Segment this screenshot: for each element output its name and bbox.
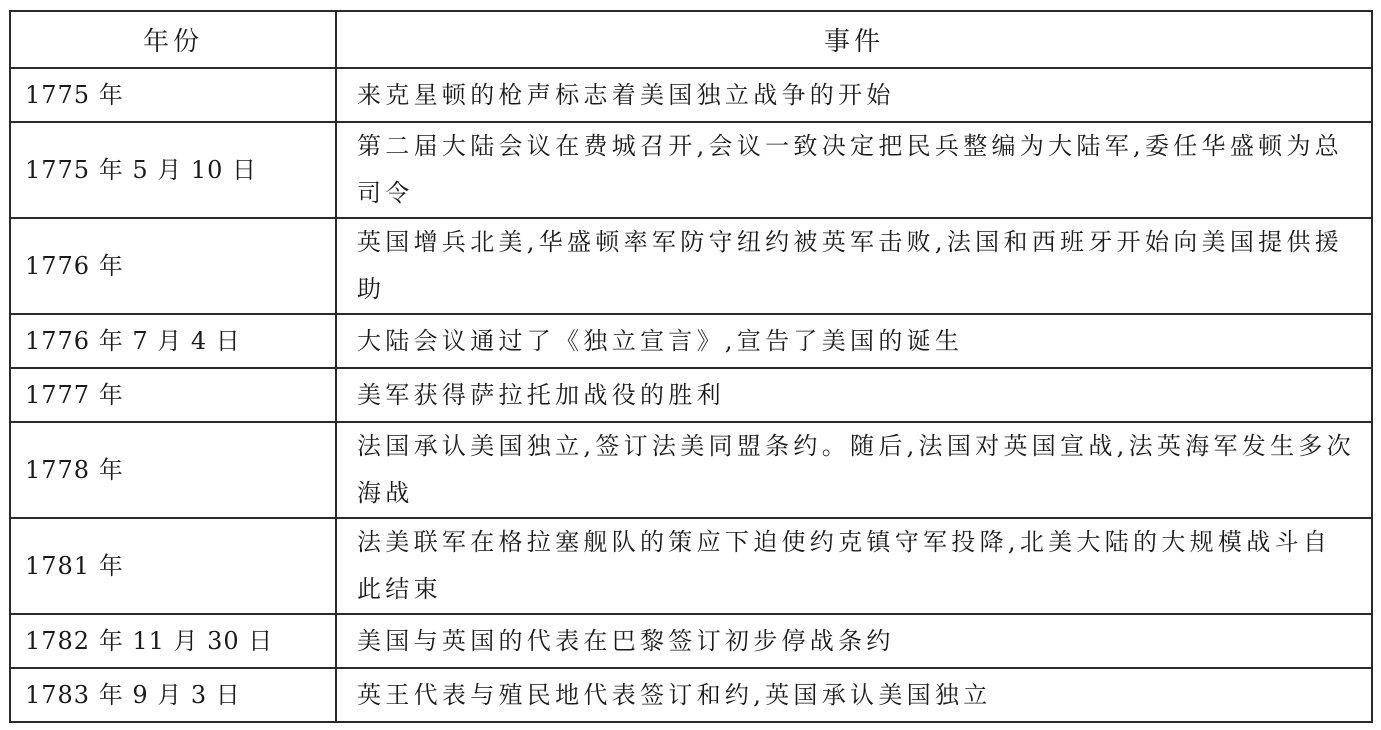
table-row [10, 668, 1372, 722]
table-row [10, 368, 1372, 422]
year-cell: 1775 年 [10, 68, 336, 122]
table-row [10, 122, 1372, 218]
year-cell: 1781 年 [10, 518, 336, 614]
year-column-header: 年份 [10, 11, 336, 68]
year-cell: 1778 年 [10, 422, 336, 518]
event-cell: 大陆会议通过了《独立宣言》,宣告了美国的诞生 [336, 314, 1372, 368]
event-cell: 第二届大陆会议在费城召开,会议一致决定把民兵整编为大陆军,委任华盛顿为总司令 [336, 122, 1372, 218]
event-cell: 英国增兵北美,华盛顿率军防守纽约被英军击败,法国和西班牙开始向美国提供援助 [336, 218, 1372, 314]
table-row [10, 614, 1372, 668]
table-row [10, 218, 1372, 314]
event-cell: 来克星顿的枪声标志着美国独立战争的开始 [336, 68, 1372, 122]
year-cell: 1776 年 7 月 4 日 [10, 314, 336, 368]
event-cell: 美军获得萨拉托加战役的胜利 [336, 368, 1372, 422]
year-cell: 1776 年 [10, 218, 336, 314]
event-cell: 法国承认美国独立,签订法美同盟条约。随后,法国对英国宣战,法英海军发生多次海战 [336, 422, 1372, 518]
year-cell: 1783 年 9 月 3 日 [10, 668, 336, 722]
table-row [10, 422, 1372, 518]
table-row [10, 68, 1372, 122]
table-header-row [10, 11, 1372, 68]
event-cell: 美国与英国的代表在巴黎签订初步停战条约 [336, 614, 1372, 668]
year-cell: 1775 年 5 月 10 日 [10, 122, 336, 218]
year-cell: 1777 年 [10, 368, 336, 422]
timeline-table-container [9, 10, 1371, 723]
table-row [10, 518, 1372, 614]
table-row [10, 314, 1372, 368]
event-cell: 英王代表与殖民地代表签订和约,英国承认美国独立 [336, 668, 1372, 722]
event-column-header: 事件 [336, 11, 1372, 68]
year-cell: 1782 年 11 月 30 日 [10, 614, 336, 668]
timeline-table [9, 10, 1373, 723]
event-cell: 法美联军在格拉塞舰队的策应下迫使约克镇守军投降,北美大陆的大规模战斗自此结束 [336, 518, 1372, 614]
